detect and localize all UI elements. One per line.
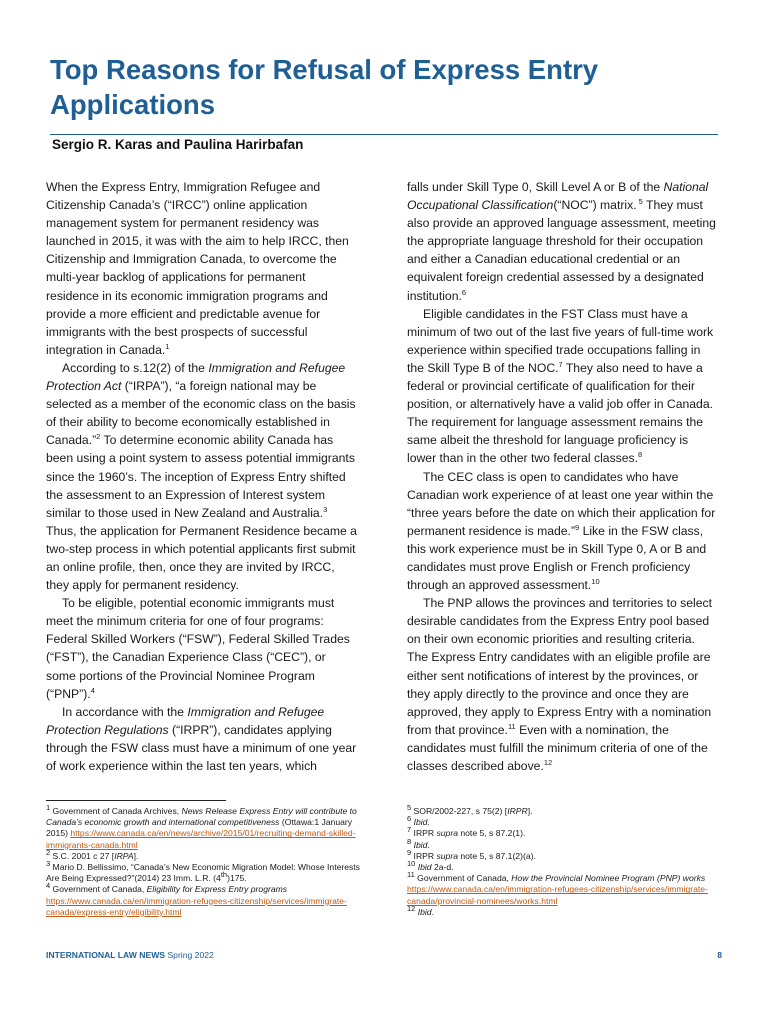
footnote bbox=[46, 859, 366, 884]
italic-text: News Release Express Entry will contribute to Canada’s economic growth and international competitiveness bbox=[46, 806, 357, 828]
paragraph bbox=[46, 178, 358, 359]
footnote bbox=[407, 859, 727, 873]
text-run: note 5, s 87.2(1). bbox=[457, 828, 526, 839]
italic-text: Immigration and Refugee Protection Act bbox=[46, 360, 346, 394]
text-run: The CEC class is open to candidates who have Canadian work experience of at least one year within the “three years before the date on which their application for permanent residence is made.” bbox=[407, 469, 716, 538]
text-run: (“NOC”) matrix. bbox=[553, 198, 637, 213]
note-ref: 10 bbox=[591, 577, 600, 586]
article-authors: Sergio R. Karas and Paulina Harirbafan bbox=[52, 137, 304, 152]
footnote bbox=[407, 814, 727, 828]
note-ref: 8 bbox=[638, 450, 643, 460]
note-ref: 4 bbox=[46, 881, 51, 891]
text-run: )175. bbox=[227, 873, 247, 884]
note-ref: 6 bbox=[461, 287, 467, 297]
text-run: When the Express Entry, Immigration Refugee and Citizenship Canada’s (“IRCC”) online application management system for permanent residency was launched in 2015, it was with the aim to help IRCC, then Citizenship and Immigration Canada, to overcome the multi-year backlog of applications for permanent residence in its economic immigration programs and provide a more efficient and predictable avenue for immigrants with the best prospects of successful integration in Canada. bbox=[46, 180, 349, 357]
text-run: According to s.12(2) of the bbox=[62, 360, 209, 375]
text-run: To determine economic ability Canada has been using a point system to assess potential immigrants since the 1960’s. The inception of Express Entry shifted the assessment to an Expression of Interest system similar to those used in New Zealand and Australia. bbox=[46, 433, 355, 520]
paragraph bbox=[407, 594, 719, 775]
footnote bbox=[407, 870, 727, 907]
note-ref: 12 bbox=[543, 757, 553, 767]
italic-text: National Occupational Classification bbox=[407, 180, 709, 213]
text-run: IRPR bbox=[411, 828, 437, 839]
text-run: . bbox=[427, 839, 430, 850]
footnote bbox=[46, 881, 366, 918]
italic-text: IRPR bbox=[507, 806, 528, 816]
text-run: (Ottawa:1 January 2015) bbox=[46, 817, 353, 839]
footnote bbox=[407, 825, 727, 839]
text-run: ]. bbox=[133, 850, 139, 861]
italic-text: IRPA bbox=[114, 850, 134, 861]
reference-link[interactable]: https://www.canada.ca/en/news/archive/2015/01/recruiting-demand-skilled-immigrants-canada.html bbox=[46, 828, 356, 850]
note-ref: 12 bbox=[407, 903, 416, 913]
note-ref: 9 bbox=[575, 522, 580, 532]
italic-text: Immigration and Refugee Protection Regulations bbox=[46, 704, 325, 737]
footer-publication: INTERNATIONAL LAW NEWS bbox=[46, 950, 166, 960]
text-run: To be eligible, potential economic immigrants must meet the minimum criteria for one of four programs: Federal Skilled Workers (“FSW”), Federal Skilled Trades (“FST”), the Canadian Experience Class (“CEC”), or some portions of the Provincial Nominee Program (“PNP”). bbox=[46, 596, 350, 701]
text-run: In accordance with the bbox=[62, 704, 188, 719]
text-run: SOR/2002-227, s 75(2) [ bbox=[411, 806, 508, 816]
italic-text: Ibid bbox=[413, 817, 428, 828]
text-run: Government of Canada, bbox=[414, 873, 512, 884]
note-ref: 3 bbox=[46, 859, 51, 869]
footnote bbox=[407, 803, 727, 817]
footnotes-left bbox=[46, 803, 366, 918]
text-run: . bbox=[427, 817, 430, 828]
italic-text: How the Provincial Nominee Program (PNP) works bbox=[511, 873, 706, 884]
text-run: Government of Canada, bbox=[50, 884, 147, 895]
paragraph bbox=[407, 178, 719, 305]
article-title: Top Reasons for Refusal of Express Entry Applications bbox=[50, 54, 599, 120]
note-ref: 1 bbox=[165, 341, 170, 351]
note-ref: th bbox=[220, 870, 228, 880]
footnotes-right bbox=[407, 803, 727, 918]
footnote bbox=[407, 847, 727, 862]
text-run: (“IRPA”), “a foreign national may be selected as a member of the economic class on the basis of their ability to become economically established in Canada.” bbox=[46, 379, 356, 448]
note-ref: 5 bbox=[636, 197, 643, 207]
note-ref: 11 bbox=[507, 721, 516, 731]
title-divider bbox=[50, 134, 718, 135]
text-run: Mario D. Bellissimo, “Canada’s New Economic Migration Model: Whose Interests Are Being Expressed?”(2014) 23 Imm. L.R. (4 bbox=[46, 862, 360, 884]
text-run: Like in the FSW class, this work experience must be in Skill Type 0, A or B and candidates must prove English or French proficiency through an approved assessment. bbox=[407, 523, 707, 593]
page-number: 8 bbox=[717, 950, 722, 960]
footnote-divider bbox=[46, 800, 226, 801]
text-run: S.C. 2001 c 27 [ bbox=[50, 850, 115, 861]
text-run: Government of Canada Archives, bbox=[50, 806, 182, 816]
note-ref: 1 bbox=[46, 803, 51, 813]
footnote bbox=[46, 803, 366, 851]
reference-link[interactable]: https://www.canada.ca/en/immigration-refugees-citizenship/services/immigrate-canada/provincial-nominees/works.html bbox=[407, 884, 708, 906]
footnote bbox=[407, 903, 727, 918]
note-ref: 7 bbox=[558, 359, 563, 369]
text-run: 2a-d. bbox=[431, 862, 454, 873]
footnote bbox=[407, 836, 727, 851]
text-run: ]. bbox=[527, 806, 533, 816]
text-run: note 5, s 87.1(2)(a). bbox=[457, 850, 536, 861]
note-ref: 10 bbox=[407, 859, 416, 869]
note-ref: 4 bbox=[90, 685, 95, 695]
body-column-right bbox=[407, 178, 719, 775]
text-run: IRPR bbox=[411, 850, 437, 861]
italic-text: Ibid bbox=[413, 839, 428, 850]
text-run: . bbox=[431, 906, 434, 917]
italic-text: supra bbox=[436, 828, 458, 839]
text-run: falls under Skill Type 0, Skill Level A or B of the bbox=[407, 180, 664, 194]
page-footer bbox=[46, 950, 722, 960]
note-ref: 5 bbox=[407, 803, 412, 813]
italic-text: Ibid bbox=[417, 906, 432, 917]
note-ref: 8 bbox=[407, 836, 412, 846]
note-ref: 7 bbox=[407, 825, 412, 835]
note-ref: 6 bbox=[407, 814, 412, 824]
note-ref: 11 bbox=[407, 870, 415, 880]
paragraph bbox=[46, 703, 358, 775]
paragraph bbox=[46, 359, 358, 594]
italic-text: Ibid bbox=[417, 862, 432, 873]
text-run: They must also provide an approved language assessment, meeting the appropriate language threshold for their occupation and either a Canadian educational credential or an equivalent foreign credential assessed by a designated institution. bbox=[407, 198, 716, 303]
text-run: (“IRPR”), candidates applying through the FSW class must have a minimum of one year of work experience within the last ten years, which bbox=[46, 722, 357, 773]
text-run: Even with a nomination, the candidates must fulfill the minimum criteria of one of the classes described above. bbox=[407, 722, 708, 773]
footnote bbox=[46, 847, 366, 862]
note-ref: 3 bbox=[323, 504, 328, 514]
text-run: Thus, the application for Permanent Residence became a two-step process in which potential applicants first submit an online profile, then, once they are invited by IRCC, they apply for permanent residency. bbox=[46, 523, 357, 593]
reference-link[interactable]: https://www.canada.ca/en/immigration-refugees-citizenship/services/immigrate-canada/express-entry/eligibility.html bbox=[46, 895, 347, 917]
body-column-left bbox=[46, 178, 358, 775]
text-run: The PNP allows the provinces and territories to select desirable candidates from the Express Entry pool based on their own economic priorities and resulting criteria. The Express Entry candidates with an eligible profile are either sent notifications of interest by the provinces, or they apply directly to the province and once they are approved, they apply to Express Entry with a nomination from that province. bbox=[407, 596, 713, 737]
footer-issue: Spring 2022 bbox=[167, 950, 214, 960]
note-ref: 2 bbox=[96, 432, 101, 442]
text-run: Eligible candidates in the FST Class must have a minimum of two out of the last five years of full-time work experience within specified trade occupations falling in the Skill Type B of the NOC. bbox=[407, 306, 714, 375]
paragraph bbox=[407, 468, 719, 595]
italic-text: Eligibility for Express Entry programs bbox=[146, 884, 288, 895]
paragraph bbox=[407, 305, 719, 468]
paragraph bbox=[46, 594, 358, 703]
italic-text: supra bbox=[436, 850, 458, 861]
text-run: They also need to have a federal or provincial certificate of qualification for their position, or alternatively have a valid job offer in Canada. The requirement for language assessment remains the same albeit the threshold for language proficiency is lower than in the other two federal classes. bbox=[407, 360, 714, 466]
note-ref: 9 bbox=[407, 847, 412, 857]
note-ref: 2 bbox=[46, 847, 51, 857]
